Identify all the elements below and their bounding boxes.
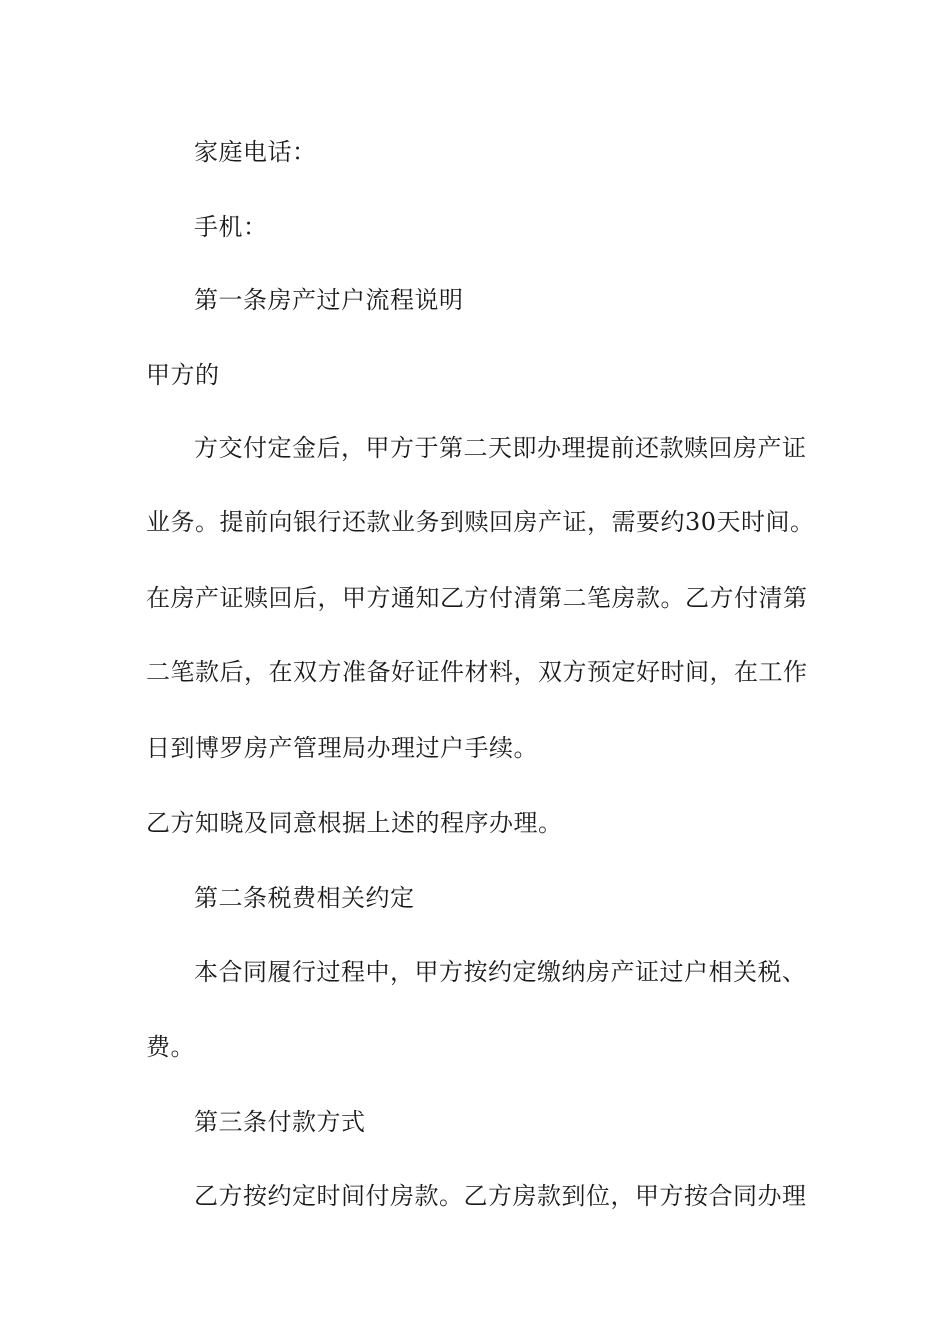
article-one-heading: 第一条房产过户流程说明 bbox=[194, 286, 464, 314]
paragraph-line: 日到博罗房产管理局办理过户手续。 bbox=[146, 734, 538, 762]
paragraph-line: 在房产证赎回后，甲方通知乙方付清第二笔房款。乙方付清第 bbox=[146, 584, 808, 612]
paragraph-line: 甲方的 bbox=[146, 361, 220, 389]
paragraph-line: 业务。提前向银行还款业务到赎回房产证，需要约30天时间。 bbox=[146, 508, 815, 536]
article-two-heading: 第二条税费相关约定 bbox=[194, 884, 415, 912]
paragraph-line: 二笔款后，在双方准备好证件材料，双方预定好时间，在工作 bbox=[146, 658, 808, 686]
article-three-heading: 第三条付款方式 bbox=[194, 1108, 366, 1136]
mobile-label: 手机： bbox=[194, 213, 268, 241]
paragraph-line: 乙方按约定时间付房款。乙方房款到位，甲方按合同办理 bbox=[194, 1182, 807, 1210]
home-phone-label: 家庭电话： bbox=[194, 138, 317, 166]
paragraph-line: 方交付定金后，甲方于第二天即办理提前还款赎回房产证 bbox=[194, 434, 807, 462]
paragraph-line: 乙方知晓及同意根据上述的程序办理。 bbox=[146, 809, 563, 837]
paragraph-line: 本合同履行过程中，甲方按约定缴纳房产证过户相关税、 bbox=[194, 958, 807, 986]
paragraph-line: 费。 bbox=[146, 1033, 195, 1061]
